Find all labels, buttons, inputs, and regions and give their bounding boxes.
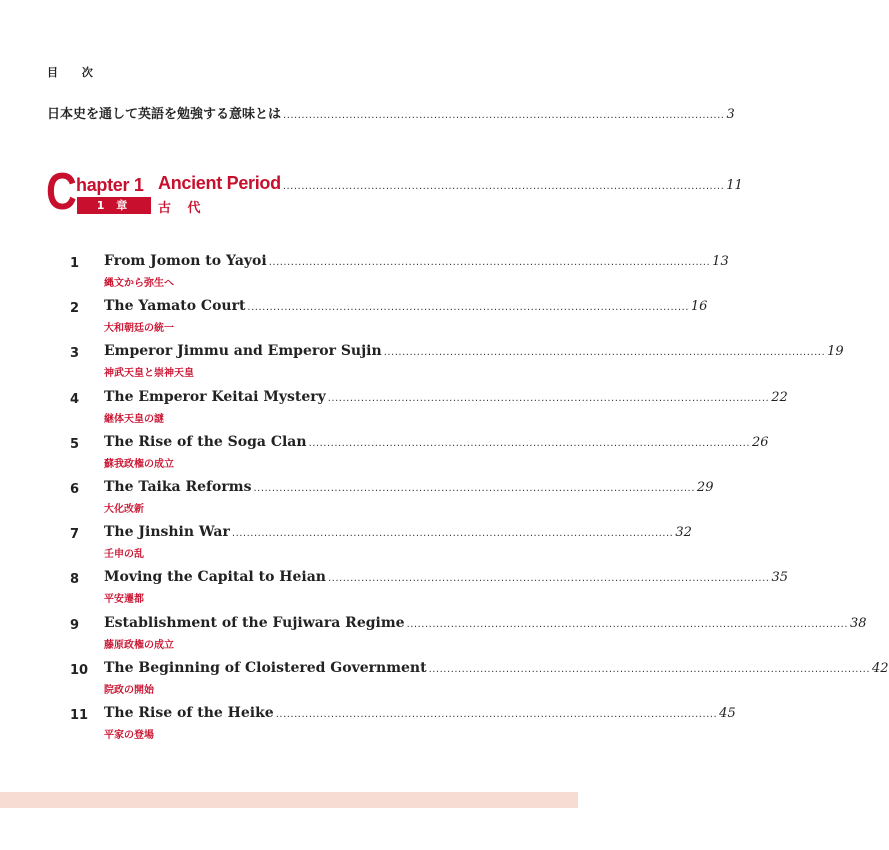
entry-title-jp: 壬申の乱 bbox=[104, 549, 144, 561]
entry-line bbox=[104, 388, 788, 405]
chapter-title-jp: 古 代 bbox=[158, 201, 207, 216]
entry-title-jp: 大化改新 bbox=[104, 504, 144, 515]
leader-dots: ........................................................................................................................ bbox=[275, 709, 718, 720]
toc-entry[interactable] bbox=[70, 705, 736, 745]
entry-line bbox=[104, 343, 844, 360]
entry-line bbox=[104, 569, 788, 586]
entry-title: Emperor Jimmu and Emperor Sujin bbox=[104, 343, 382, 360]
entry-title: Moving the Capital to Heian bbox=[104, 569, 326, 586]
entry-page: 22 bbox=[771, 389, 788, 405]
toc-entry[interactable] bbox=[70, 298, 708, 338]
leader-dots: ........................................................................................................................ bbox=[247, 302, 689, 314]
entry-line bbox=[104, 253, 729, 269]
toc-entry[interactable] bbox=[70, 524, 692, 564]
entry-page: 29 bbox=[696, 480, 714, 495]
leader-dots: ........................................................................................................................ bbox=[268, 257, 711, 268]
entry-number: 3 bbox=[70, 346, 80, 362]
entry-page: 32 bbox=[675, 525, 692, 541]
entry-number: 11 bbox=[70, 708, 89, 723]
entry-line bbox=[104, 705, 736, 721]
toc-entry[interactable] bbox=[70, 569, 788, 609]
toc-entry[interactable] bbox=[70, 659, 889, 700]
leader-dots: ........................................................................................................................ bbox=[383, 347, 826, 359]
toc-entry[interactable] bbox=[70, 388, 788, 429]
chapter-word: hapter 1 bbox=[76, 175, 144, 195]
entry-line bbox=[104, 524, 692, 541]
toc-entry[interactable] bbox=[70, 253, 729, 293]
entry-title-jp: 藤原政権の成立 bbox=[104, 639, 174, 651]
toc-entry[interactable] bbox=[70, 433, 769, 474]
entry-line bbox=[104, 614, 867, 631]
entry-page: 13 bbox=[712, 254, 729, 269]
chapter-title: Ancient Period bbox=[158, 173, 281, 193]
entry-line bbox=[104, 479, 714, 495]
entry-title-jp: 神武天皇と崇神天皇 bbox=[104, 368, 194, 380]
leader-dots: ........................................................................................................................ bbox=[231, 528, 674, 540]
leader-dots: ........................................................................................................................ bbox=[428, 663, 871, 675]
chapter-number-badge: 1 章 bbox=[77, 197, 151, 214]
entry-page: 45 bbox=[719, 706, 736, 721]
entry-page: 35 bbox=[771, 570, 788, 586]
entry-title: The Rise of the Soga Clan bbox=[104, 433, 307, 450]
entry-title: The Jinshin War bbox=[104, 524, 230, 541]
entry-number: 6 bbox=[70, 482, 80, 497]
entry-title: The Yamato Court bbox=[104, 298, 246, 315]
chapter-page: 11 bbox=[726, 178, 743, 193]
entry-title: Establishment of the Fujiwara Regime bbox=[104, 614, 405, 631]
leader-dots: ........................................................................................................................ bbox=[308, 437, 751, 449]
entry-number: 4 bbox=[70, 391, 80, 407]
entry-page: 26 bbox=[752, 434, 769, 450]
entry-number: 2 bbox=[70, 301, 80, 317]
entry-title: The Beginning of Cloistered Government bbox=[104, 659, 427, 676]
leader-dots: ........................................................................................................................ bbox=[406, 618, 849, 630]
leader-dots: ........................................................................................................................ bbox=[327, 392, 770, 404]
toc-intro-entry[interactable] bbox=[47, 103, 735, 122]
entry-number: 8 bbox=[70, 572, 80, 588]
entry-line bbox=[104, 298, 708, 315]
toc-entry[interactable] bbox=[70, 479, 714, 519]
toc-entry[interactable] bbox=[70, 343, 844, 383]
entry-number: 5 bbox=[70, 436, 80, 452]
intro-title: 日本史を通して英語を勉強する意味とは bbox=[47, 107, 282, 122]
leader-dots: ........................................................................................................................ bbox=[282, 181, 725, 192]
entry-title: From Jomon to Yayoi bbox=[104, 253, 267, 269]
leader-dots: ........................................................................................................................ bbox=[253, 483, 695, 494]
entry-title-jp: 継体天皇の謎 bbox=[104, 413, 164, 425]
toc-entry[interactable] bbox=[70, 614, 867, 655]
entry-page: 38 bbox=[850, 615, 867, 631]
entry-title: The Rise of the Heike bbox=[104, 705, 274, 721]
entry-title-jp: 院政の開始 bbox=[104, 684, 154, 696]
leader-dots: ........................................................................................................................ bbox=[283, 110, 725, 121]
entry-title-jp: 縄文から弥生へ bbox=[104, 278, 174, 289]
entry-title: The Taika Reforms bbox=[104, 479, 252, 495]
leader-dots: ........................................................................................................................ bbox=[328, 573, 770, 585]
entry-title-jp: 平安遷都 bbox=[104, 594, 144, 606]
entry-number: 10 bbox=[70, 662, 89, 678]
entry-number: 1 bbox=[70, 256, 80, 271]
chapter-heading[interactable] bbox=[158, 173, 743, 194]
entry-line bbox=[104, 659, 889, 676]
toc-heading: 目 次 bbox=[47, 66, 103, 79]
chapter-c-letter: C bbox=[46, 163, 77, 221]
entry-number: 9 bbox=[70, 617, 80, 633]
entry-page: 42 bbox=[872, 660, 889, 676]
footer-band bbox=[0, 792, 578, 808]
intro-page: 3 bbox=[726, 107, 735, 122]
entry-title-jp: 大和朝廷の統一 bbox=[104, 323, 174, 335]
entry-number: 7 bbox=[70, 527, 80, 543]
entry-page: 16 bbox=[690, 299, 708, 315]
entry-title-jp: 蘇我政権の成立 bbox=[104, 458, 174, 470]
entry-page: 19 bbox=[827, 344, 844, 360]
entry-line bbox=[104, 433, 769, 450]
entry-title: The Emperor Keitai Mystery bbox=[104, 388, 326, 405]
entry-title-jp: 平家の登場 bbox=[104, 730, 154, 741]
